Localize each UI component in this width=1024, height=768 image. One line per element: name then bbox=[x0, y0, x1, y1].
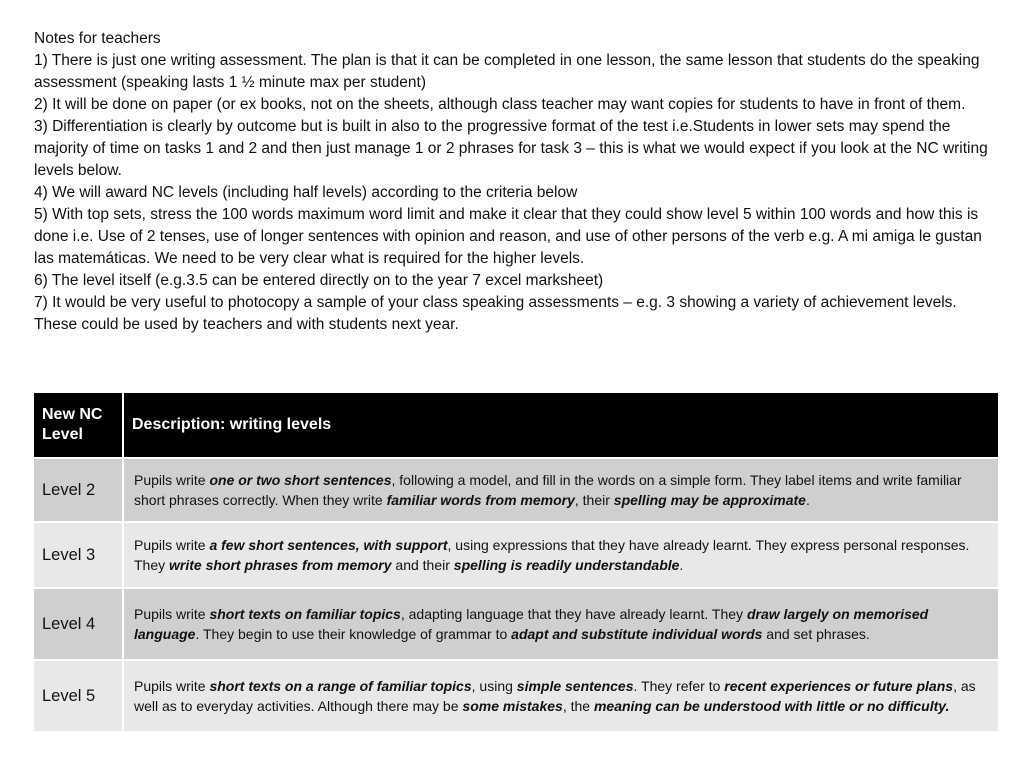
table-row bbox=[33, 522, 999, 588]
desc-emphasis: simple sentences bbox=[516, 677, 634, 694]
desc-text: , the bbox=[562, 698, 594, 714]
desc-emphasis: recent experiences or future plans bbox=[724, 677, 954, 694]
description-cell bbox=[123, 458, 999, 522]
desc-text: and their bbox=[391, 557, 454, 573]
desc-text: , adapting language that they have already learnt. They bbox=[400, 605, 747, 622]
note-item: 3) Differentiation is clearly by outcome but is built in also to the progressive format of the test i.e.Students in lower sets may spend the majority of time on tasks 1 and 2 and then just manage 1 or 2 phrases for task 3 – this is what we would expect if you look at the NC writing levels below. bbox=[34, 118, 988, 179]
teacher-notes bbox=[34, 28, 994, 336]
desc-emphasis: write short phrases from memory bbox=[169, 557, 392, 573]
table-row bbox=[33, 458, 999, 522]
desc-emphasis: a few short sentences, with support bbox=[209, 536, 448, 553]
level-cell: Level 2 bbox=[33, 458, 123, 522]
level-cell: Level 3 bbox=[33, 522, 123, 588]
desc-text: . They refer to bbox=[633, 677, 725, 694]
desc-text: Pupils write bbox=[134, 471, 210, 488]
note-item: 1) There is just one writing assessment. The plan is that it can be completed in one lesson, the same lesson that students do the speaking assessment (speaking lasts 1 ½ minute max per student) bbox=[34, 52, 980, 91]
desc-text: Pupils write bbox=[134, 536, 210, 553]
note-item: 7) It would be very useful to photocopy a sample of your class speaking assessments – e.g. 3 showing a variety of achievement levels. These could be used by teachers and with students next year. bbox=[34, 294, 957, 333]
note-item: 6) The level itself (e.g.3.5 can be entered directly on to the year 7 excel marksheet) bbox=[34, 272, 604, 289]
desc-text: , following a model, and fill in the words on a simple form. They label items and write familiar short phrases correctly. When they write bbox=[134, 471, 962, 508]
level-cell: Level 5 bbox=[33, 660, 123, 732]
desc-emphasis: familiar words from memory bbox=[386, 492, 575, 508]
desc-emphasis: draw largely on memorised language bbox=[134, 605, 929, 642]
desc-text: , their bbox=[574, 492, 614, 508]
header-description: Description: writing levels bbox=[123, 392, 999, 458]
desc-emphasis: spelling may be approximate bbox=[613, 492, 806, 508]
note-item: 2) It will be done on paper (or ex books, not on the sheets, although class teacher may want copies for students to have in front of them. bbox=[34, 96, 966, 113]
desc-text: Pupils write bbox=[134, 677, 210, 694]
desc-emphasis: spelling is readily understandable bbox=[453, 557, 680, 573]
header-level: New NC Level bbox=[33, 392, 123, 458]
table-row bbox=[33, 660, 999, 732]
note-item: 5) With top sets, stress the 100 words maximum word limit and make it clear that they could show level 5 within 100 words and how this is done i.e. Use of 2 tenses, use of longer sentences with opinion and reason, and use of other persons of the verb e.g. A mi amiga le gustan las matemáticas. We need to be very clear what is required for the higher levels. bbox=[34, 206, 982, 267]
desc-emphasis: meaning can be understood with little or no difficulty. bbox=[593, 698, 950, 714]
desc-text: , using expressions that they have already learnt. They express personal responses. They bbox=[134, 536, 970, 573]
desc-text: . bbox=[679, 557, 684, 573]
desc-emphasis: short texts on familiar topics bbox=[209, 605, 401, 622]
desc-emphasis: short texts on a range of familiar topics bbox=[209, 677, 472, 694]
desc-emphasis: adapt and substitute individual words bbox=[511, 626, 763, 642]
level-cell: Level 4 bbox=[33, 588, 123, 660]
desc-text: Pupils write bbox=[134, 605, 210, 622]
desc-emphasis: some mistakes bbox=[462, 698, 563, 714]
desc-text: . They begin to use their knowledge of grammar to bbox=[195, 626, 512, 642]
desc-text: , using bbox=[471, 677, 517, 694]
note-item: 4) We will award NC levels (including half levels) according to the criteria below bbox=[34, 184, 578, 201]
desc-text: , as well as to everyday activities. Although there may be bbox=[134, 677, 976, 714]
table-header-row bbox=[33, 392, 999, 458]
writing-levels-table bbox=[32, 391, 1000, 733]
desc-emphasis: one or two short sentences bbox=[209, 471, 392, 488]
desc-text: and set phrases. bbox=[762, 626, 870, 642]
notes-heading: Notes for teachers bbox=[34, 30, 161, 47]
description-cell bbox=[123, 588, 999, 660]
desc-text: . bbox=[805, 492, 810, 508]
description-cell bbox=[123, 660, 999, 732]
description-cell bbox=[123, 522, 999, 588]
table-row bbox=[33, 588, 999, 660]
